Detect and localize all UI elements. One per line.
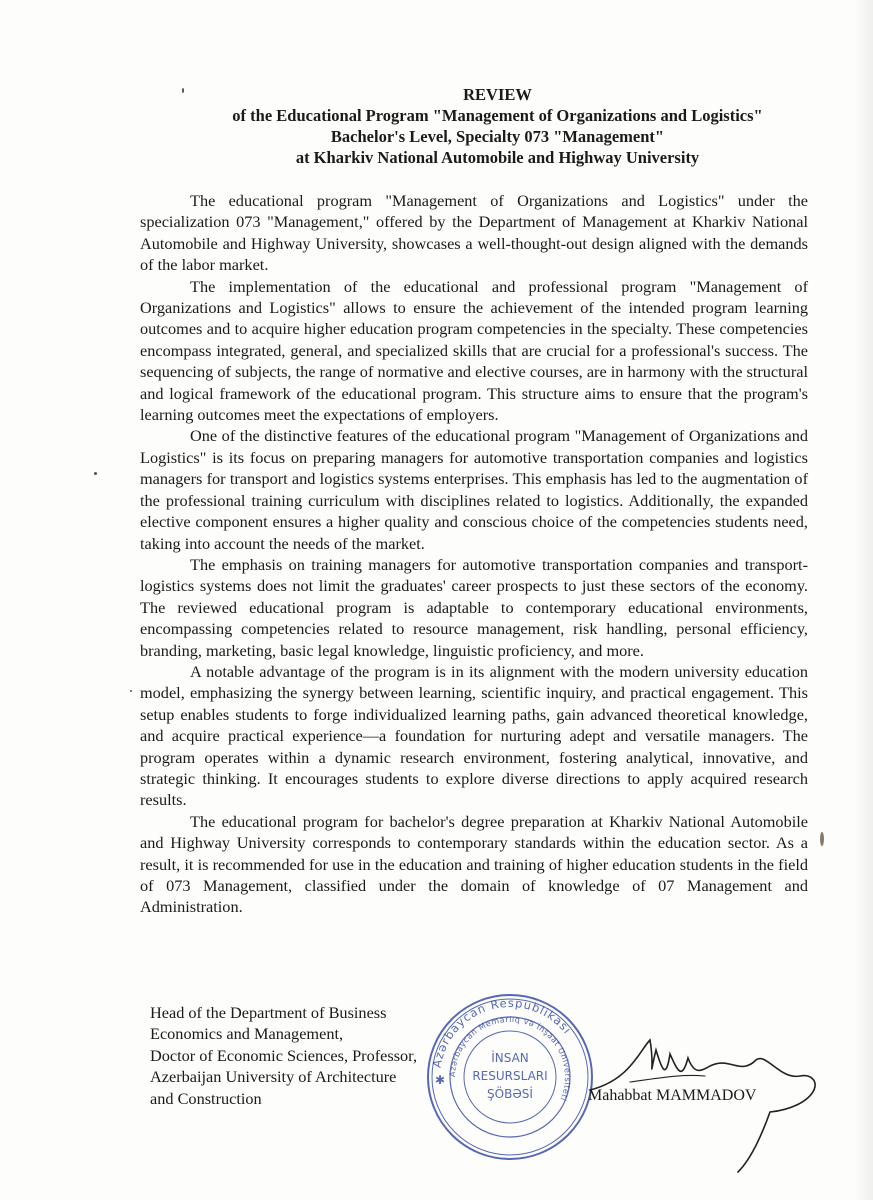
paragraph: The educational program for bachelor's degree preparation at Kharkiv National Automobile and Highway University corresponds to contemporary standards within the education sector. As a result, it is recommended for use in the education and training of higher education students in the field of 073 Management, classified under the domain of knowledge of 07 Management and Administration. <box>140 811 808 917</box>
scan-speck <box>94 472 97 475</box>
signatory-line: Economics and Management, <box>150 1024 344 1044</box>
paragraph: A notable advantage of the program is in its alignment with the modern university education model, emphasizing the synergy between learning, scientific inquiry, and practical engagement. This setup enables students to forge individualized learning paths, gain advanced theoretical knowledge, and acquire practical experience—a foundation for nurturing adept and versatile managers. The program operates within a dynamic research environment, fostering analytical, innovative, and strategic thinking. It encourages students to explore diverse directions to apply acquired research results. <box>140 661 808 810</box>
scan-speck <box>130 690 132 692</box>
paragraph: The emphasis on training managers for automotive transportation companies and transport-logistics systems does not limit the graduates' career prospects to just these sectors of the economy. The reviewed educational program is adaptable to contemporary educational environments, encompassing competencies related to resource management, risk handling, personal efficiency, branding, marketing, basic legal knowledge, linguistic proficiency, and more. <box>140 554 808 660</box>
review-body <box>140 190 808 918</box>
heading-title: REVIEW <box>463 85 532 104</box>
heading-line-2: Bachelor's Level, Specialty 073 "Management" <box>330 127 665 146</box>
stamp-inner-ring-text: Azərbaycan Memarlıq və İnşaat Universiteti <box>447 1014 573 1103</box>
scan-edge-shadow <box>855 0 873 1200</box>
heading-line-3: at Kharkiv National Automobile and Highway University <box>295 148 700 167</box>
signatory-line: Doctor of Economic Sciences, Professor, <box>150 1045 418 1065</box>
heading-line-1: of the Educational Program "Management of Organizations and Logistics" <box>232 106 763 125</box>
scan-speck <box>820 832 824 846</box>
signatory-line: Azerbaijan University of Architecture <box>150 1067 397 1087</box>
scan-speck <box>182 88 184 93</box>
signatory-block <box>150 1002 417 1109</box>
signatory-line: and Construction <box>150 1088 262 1108</box>
document-heading <box>140 84 855 168</box>
stamp-star-icon: ✱ <box>435 1073 446 1087</box>
stamp-ring-text: Azərbaycan Respublikası <box>429 995 575 1069</box>
paragraph: One of the distinctive features of the educational program "Management of Organizations and Logistics" is its focus on preparing managers for automotive transportation companies and logistics managers for transport and logistics systems enterprises. This emphasis has led to the augmentation of the professional training curriculum with disciplines related to logistics. Additionally, the expanded elective component ensures a higher quality and conscious choice of the competencies students need, taking into account the needs of the market. <box>140 426 808 553</box>
stamp-center-line: ŞÖBƏSİ <box>487 1087 533 1101</box>
stamp-center-line: RESURSLARI <box>472 1069 548 1083</box>
signer-name: Mahabbat MAMMADOV <box>588 1087 757 1104</box>
paragraph: The implementation of the educational and professional program "Management of Organizations and Logistics" allows to ensure the achievement of the intended program learning outcomes and to acquire higher education program competencies in the specialty. These competencies encompass integrated, general, and specialized skills that are crucial for a professional's success. The sequencing of subjects, the range of normative and elective courses, are in harmony with the structural and logical framework of the educational program. This structure aims to ensure that the program's learning outcomes meet the expectations of employers. <box>140 276 808 425</box>
paragraph: The educational program "Management of Organizations and Logistics" under the specialization 073 "Management," offered by the Department of Management at Kharkiv National Automobile and Highway University, showcases a well-thought-out design aligned with the demands of the labor market. <box>140 191 808 275</box>
signatory-line: Head of the Department of Business <box>150 1003 387 1022</box>
stamp-center-line: İNSAN <box>491 1051 529 1065</box>
